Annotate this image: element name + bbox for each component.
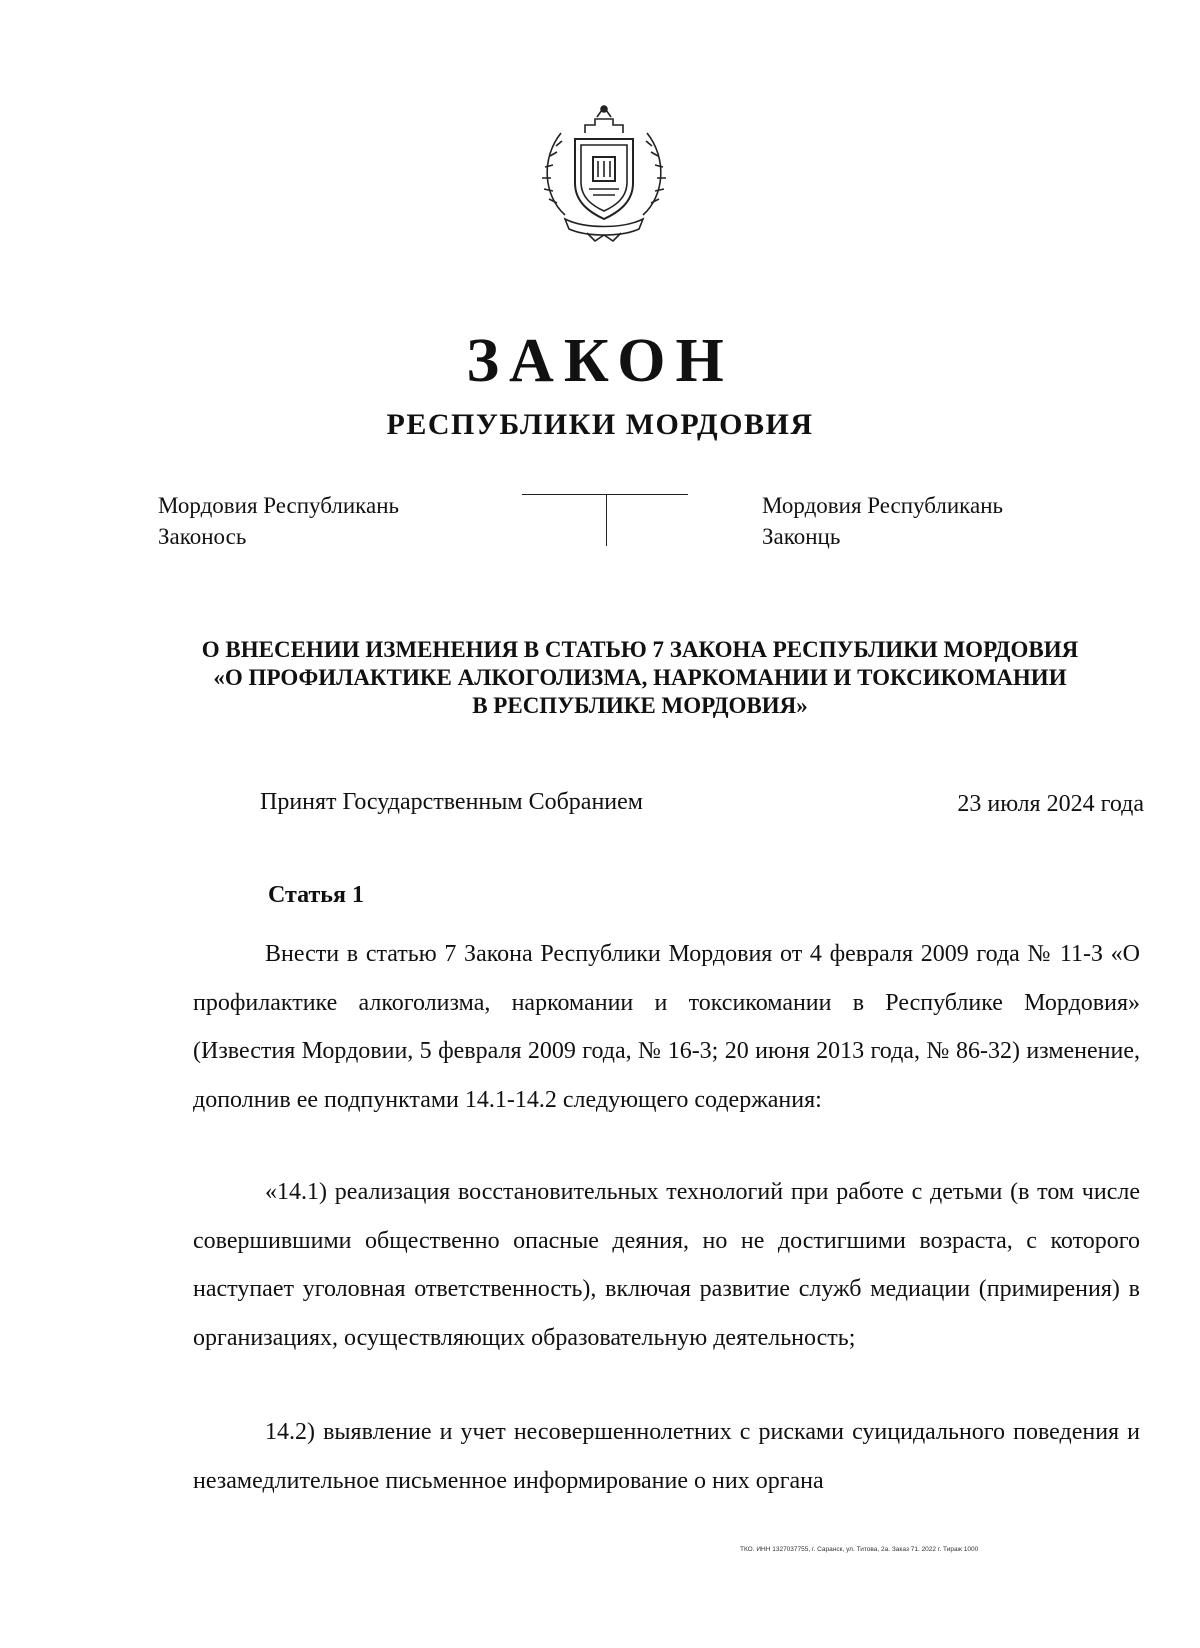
lang-right-line-1: Мордовия Республикань bbox=[762, 493, 1004, 518]
printing-imprint: ТКО. ИНН 1327037755, г. Саранск, ул. Титова, 2а. Заказ 71. 2022 г. Тираж 1000 bbox=[740, 1546, 979, 1553]
law-title-moksha bbox=[158, 490, 399, 552]
law-title: ЗАКОН bbox=[466, 327, 734, 395]
adopted-by: Принят Государственным Собранием bbox=[260, 789, 643, 815]
law-title-erzya bbox=[762, 490, 1003, 552]
law-number-divider bbox=[606, 494, 607, 546]
article-title: Статья 1 bbox=[268, 882, 364, 908]
heading-line-3: В РЕСПУБЛИКЕ МОРДОВИЯ» bbox=[472, 693, 808, 718]
lang-left-line-2: Законось bbox=[158, 524, 247, 549]
lang-left-line-1: Мордовия Республикань bbox=[158, 493, 400, 518]
law-number-line bbox=[522, 494, 688, 495]
lang-right-line-2: Законць bbox=[762, 524, 841, 549]
article-paragraph-1: Внести в статью 7 Закона Республики Мордовия от 4 февраля 2009 года № 11-З «О профилактике алкоголизма, наркомании и токсикомании в Республике Мордовия» (Известия Мордовии, 5 февраля 2009 года, № 16-3; 20 июня 2013 года, № 86-32) изменение, дополнив ее подпунктами 14.1-14.2 следующего содержания: bbox=[193, 941, 1140, 1113]
heading-line-1: О ВНЕСЕНИИ ИЗМЕНЕНИЯ В СТАТЬЮ 7 ЗАКОНА РЕСПУБЛИКИ МОРДОВИЯ bbox=[201, 637, 1079, 662]
coat-of-arms-icon bbox=[535, 103, 673, 245]
adoption-date: 23 июля 2024 года bbox=[957, 791, 1144, 817]
law-heading bbox=[150, 636, 1130, 720]
article-paragraph-3: 14.2) выявление и учет несовершеннолетних с рисками суицидального поведения и незамедлительное письменное информирование о них органа bbox=[193, 1419, 1140, 1494]
article-paragraph-2: «14.1) реализация восстановительных технологий при работе с детьми (в том числе совершившими общественно опасные деяния, но не достигшими возраста, с которого наступает уголовная ответственность), включая развитие служб медиации (примирения) в организациях, осуществляющих образовательную деятельность; bbox=[193, 1179, 1140, 1351]
law-subtitle: РЕСПУБЛИКИ МОРДОВИЯ bbox=[386, 408, 814, 441]
heading-line-2: «О ПРОФИЛАКТИКЕ АЛКОГОЛИЗМА, НАРКОМАНИИ И ТОКСИКОМАНИИ bbox=[213, 665, 1067, 690]
